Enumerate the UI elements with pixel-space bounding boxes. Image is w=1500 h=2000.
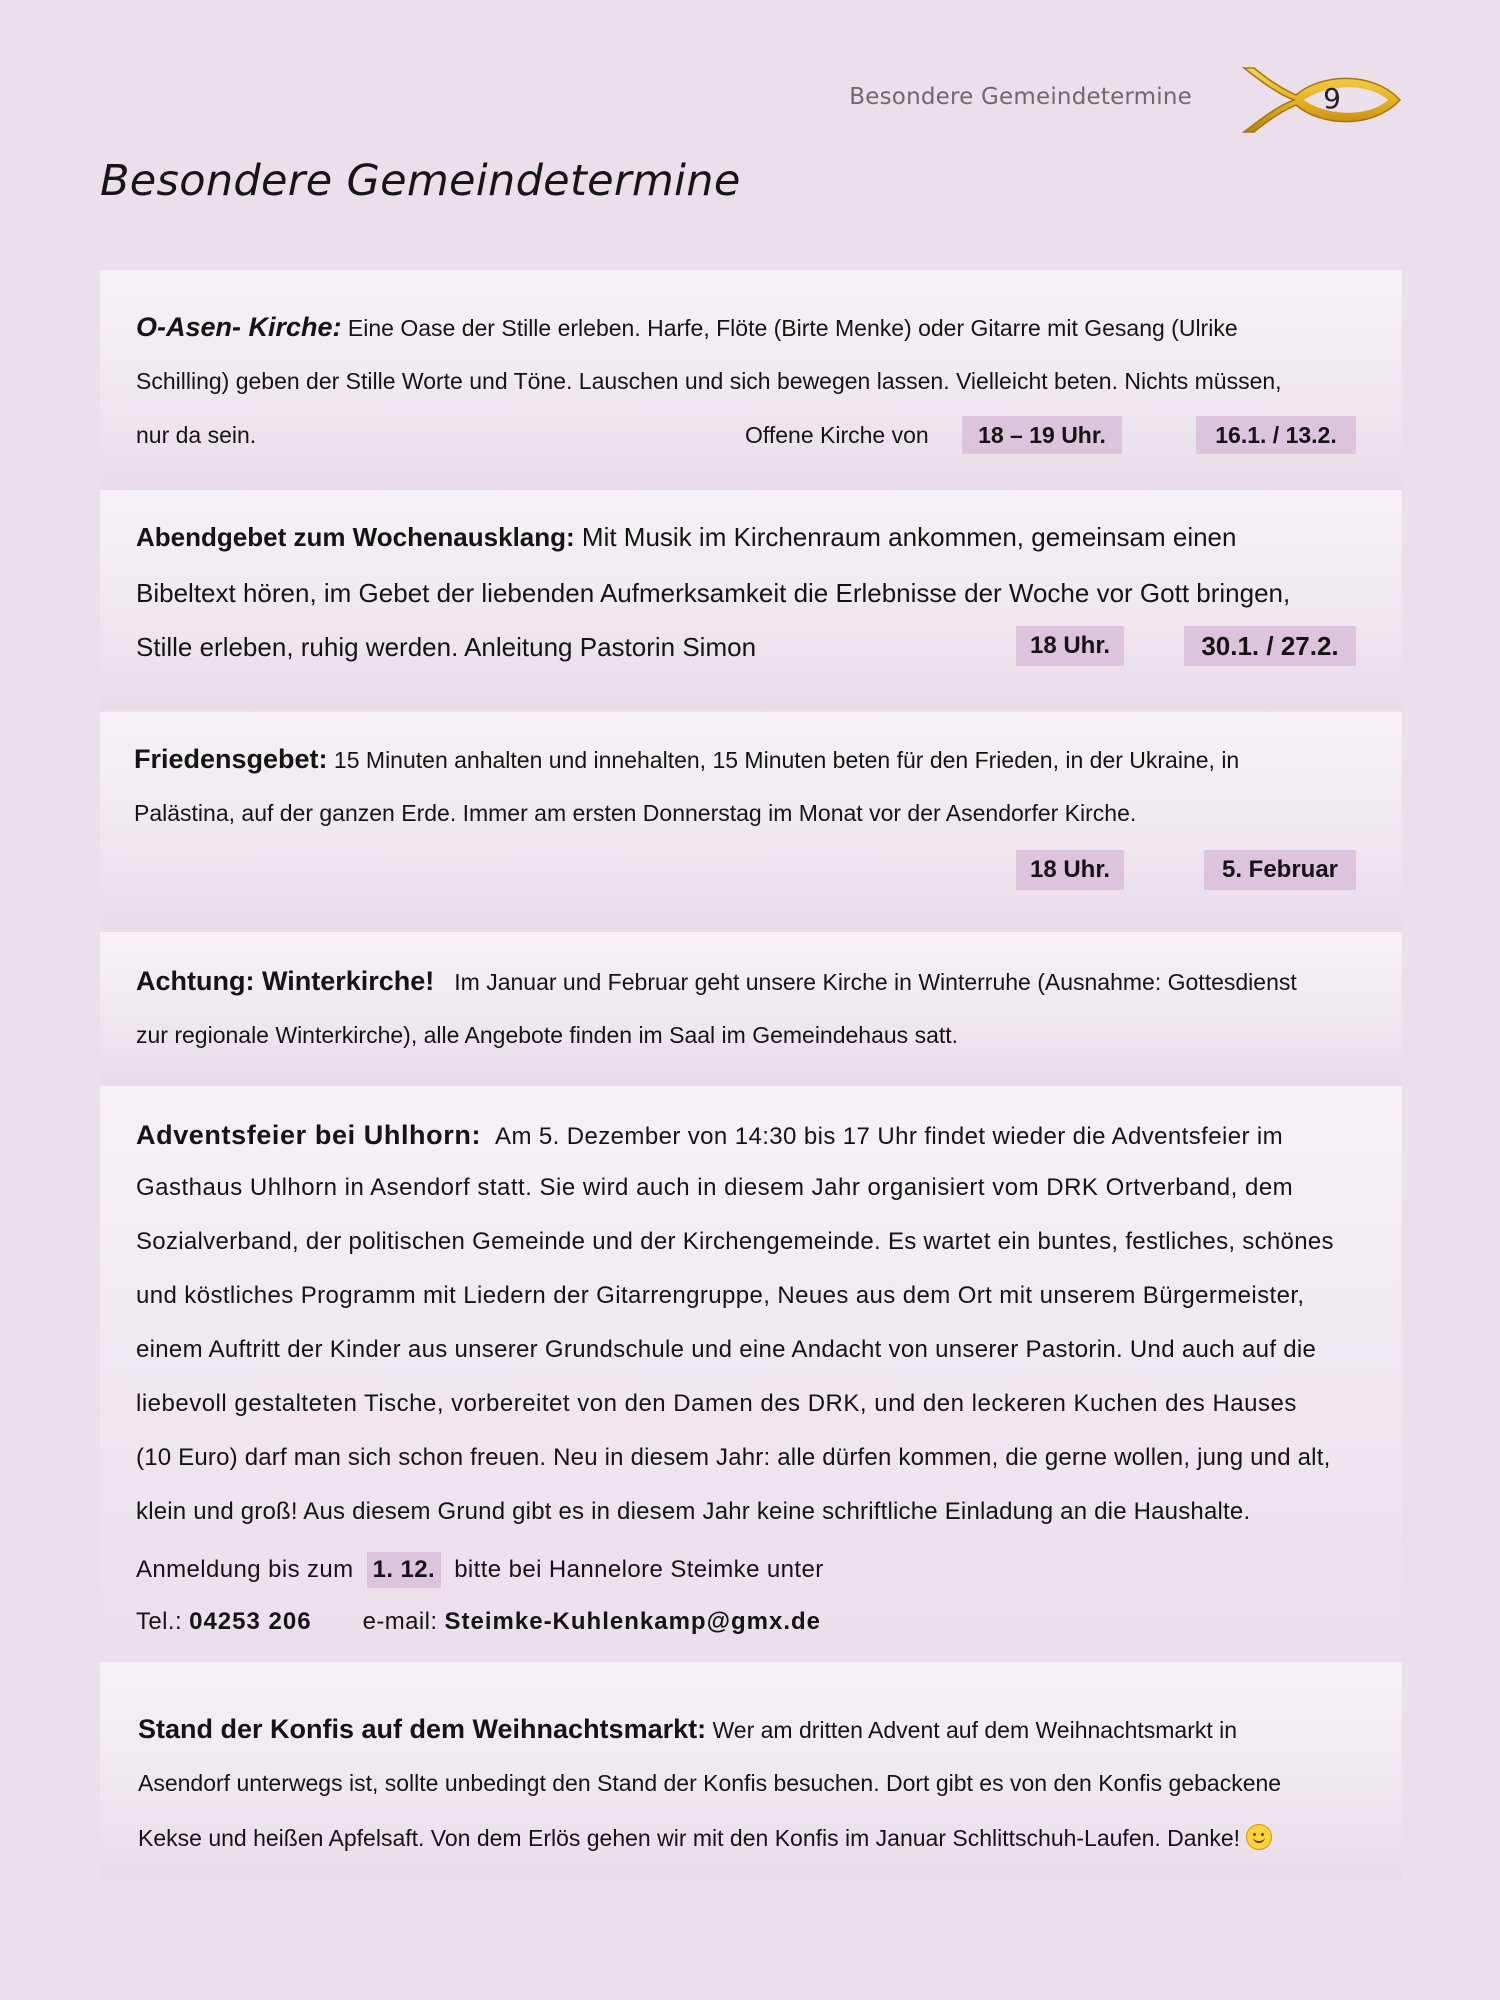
- konfis-body-3: Kekse und heißen Apfelsaft. Von dem Erlös gehen wir mit den Konfis im Januar Schlittschuh-Laufen. Danke!: [138, 1825, 1241, 1851]
- oasen-body-1: Eine Oase der Stille erleben. Harfe, Flöte (Birte Menke) oder Gitarre mit Gesang (Ulrike: [341, 315, 1238, 341]
- friedensgebet-time-tag: 18 Uhr.: [1016, 850, 1124, 890]
- page-number: 9: [1323, 82, 1341, 115]
- konfis-text-line1: [138, 1714, 1237, 1745]
- page-title: Besondere Gemeindetermine: [100, 156, 741, 206]
- oasen-heading: O-Asen- Kirche:: [136, 312, 342, 342]
- adventsfeier-text-line3: Sozialverband, der politischen Gemeinde und der Kirchengemeinde. Es wartet ein buntes, festliches, schönes: [136, 1228, 1334, 1255]
- adventsfeier-body-1: Am 5. Dezember von 14:30 bis 17 Uhr findet wieder die Adventsfeier im: [495, 1123, 1284, 1150]
- registration-date-tag: 1. 12.: [367, 1552, 441, 1588]
- adventsfeier-registration-line: [136, 1552, 824, 1588]
- adventsfeier-text-line4: und köstliches Programm mit Liedern der Gitarrengruppe, Neues aus dem Ort mit unserem Bürgermeister,: [136, 1282, 1305, 1309]
- adventsfeier-text-line2: Gasthaus Uhlhorn in Asendorf statt. Sie wird auch in diesem Jahr organisiert vom DRK Ortverband, dem: [136, 1174, 1294, 1201]
- konfis-heading: Stand der Konfis auf dem Weihnachtsmarkt:: [138, 1714, 707, 1744]
- event-box-oasen-kirche: [100, 270, 1402, 490]
- winterkirche-text-line2: zur regionale Winterkirche), alle Angebote finden im Saal im Gemeindehaus satt.: [136, 1022, 959, 1048]
- abendgebet-heading: Abendgebet zum Wochenausklang:: [136, 522, 575, 552]
- registration-prefix: Anmeldung bis zum: [136, 1556, 354, 1583]
- adventsfeier-text-line8: klein und groß! Aus diesem Grund gibt es in diesem Jahr keine schriftliche Einladung an die Haushalte.: [136, 1498, 1251, 1525]
- abendgebet-text-line1: [136, 522, 1236, 553]
- event-box-konfis-weihnachtsmarkt: [100, 1662, 1402, 1880]
- winterkirche-text-line1: [136, 966, 1297, 997]
- event-box-friedensgebet: [100, 712, 1402, 930]
- tel-number: 04253 206: [189, 1608, 312, 1635]
- event-box-winterkirche: [100, 932, 1402, 1084]
- abendgebet-text-line2: Bibeltext hören, im Gebet der liebenden Aufmerksamkeit die Erlebnisse der Woche vor Gott bringen,: [136, 578, 1291, 608]
- winterkirche-heading: Achtung: Winterkirche!: [136, 966, 435, 996]
- adventsfeier-contact-line: [136, 1608, 821, 1636]
- friedensgebet-date-tag: 5. Februar: [1204, 850, 1356, 890]
- adventsfeier-text-line5: einem Auftritt der Kinder aus unserer Grundschule und eine Andacht von unserer Pastorin. Und auch auf die: [136, 1336, 1317, 1363]
- konfis-text-line2: Asendorf unterwegs ist, sollte unbedingt den Stand der Konfis besuchen. Dort gibt es von den Konfis gebackene: [138, 1770, 1282, 1796]
- abendgebet-dates-tag: 30.1. / 27.2.: [1184, 626, 1356, 666]
- oasen-open-label: Offene Kirche von: [745, 422, 929, 448]
- friedensgebet-body-1: 15 Minuten anhalten und innehalten, 15 Minuten beten für den Frieden, in der Ukraine, in: [327, 747, 1240, 773]
- event-box-adventsfeier: [100, 1086, 1402, 1662]
- abendgebet-text-line3: Stille erleben, ruhig werden. Anleitung Pastorin Simon: [136, 632, 757, 662]
- oasen-text-line3: nur da sein.: [136, 422, 257, 448]
- registration-suffix: bitte bei Hannelore Steimke unter: [454, 1556, 824, 1583]
- tel-label: Tel.:: [136, 1608, 183, 1635]
- friedensgebet-text-line1: [134, 744, 1239, 775]
- oasen-dates-tag: 16.1. / 13.2.: [1196, 416, 1356, 454]
- adventsfeier-heading: Adventsfeier bei Uhlhorn:: [136, 1120, 482, 1150]
- email-label: e-mail:: [362, 1608, 438, 1635]
- oasen-text-line2: Schilling) geben der Stille Worte und Töne. Lauschen und sich bewegen lassen. Vielleicht beten. Nichts müssen,: [136, 368, 1282, 394]
- running-header: Besondere Gemeindetermine: [849, 84, 1192, 110]
- adventsfeier-text-line6: liebevoll gestalteten Tische, vorbereitet von den Damen des DRK, und den leckeren Kuchen des Hauses: [136, 1390, 1297, 1417]
- oasen-time-tag: 18 – 19 Uhr.: [962, 416, 1122, 454]
- adventsfeier-text-line7: (10 Euro) darf man sich schon freuen. Neu in diesem Jahr: alle dürfen kommen, die gerne wollen, jung und alt,: [136, 1444, 1331, 1471]
- adventsfeier-text-line1: [136, 1120, 1283, 1151]
- event-box-abendgebet: [100, 490, 1402, 710]
- email-address[interactable]: Steimke-Kuhlenkamp@gmx.de: [444, 1608, 822, 1635]
- friedensgebet-heading: Friedensgebet:: [134, 744, 328, 774]
- smiling-face-emoji-icon: [1246, 1824, 1272, 1850]
- konfis-body-1: Wer am dritten Advent auf dem Weihnachtsmarkt in: [706, 1717, 1238, 1743]
- konfis-text-line3: [138, 1824, 1272, 1852]
- winterkirche-body-1: Im Januar und Februar geht unsere Kirche in Winterruhe (Ausnahme: Gottesdienst: [454, 969, 1297, 995]
- oasen-text-line1: [136, 312, 1238, 343]
- abendgebet-time-tag: 18 Uhr.: [1016, 626, 1124, 666]
- friedensgebet-text-line2: Palästina, auf der ganzen Erde. Immer am ersten Donnerstag im Monat vor der Asendorfer Kirche.: [134, 800, 1137, 826]
- abendgebet-body-1: Mit Musik im Kirchenraum ankommen, gemeinsam einen: [574, 522, 1237, 552]
